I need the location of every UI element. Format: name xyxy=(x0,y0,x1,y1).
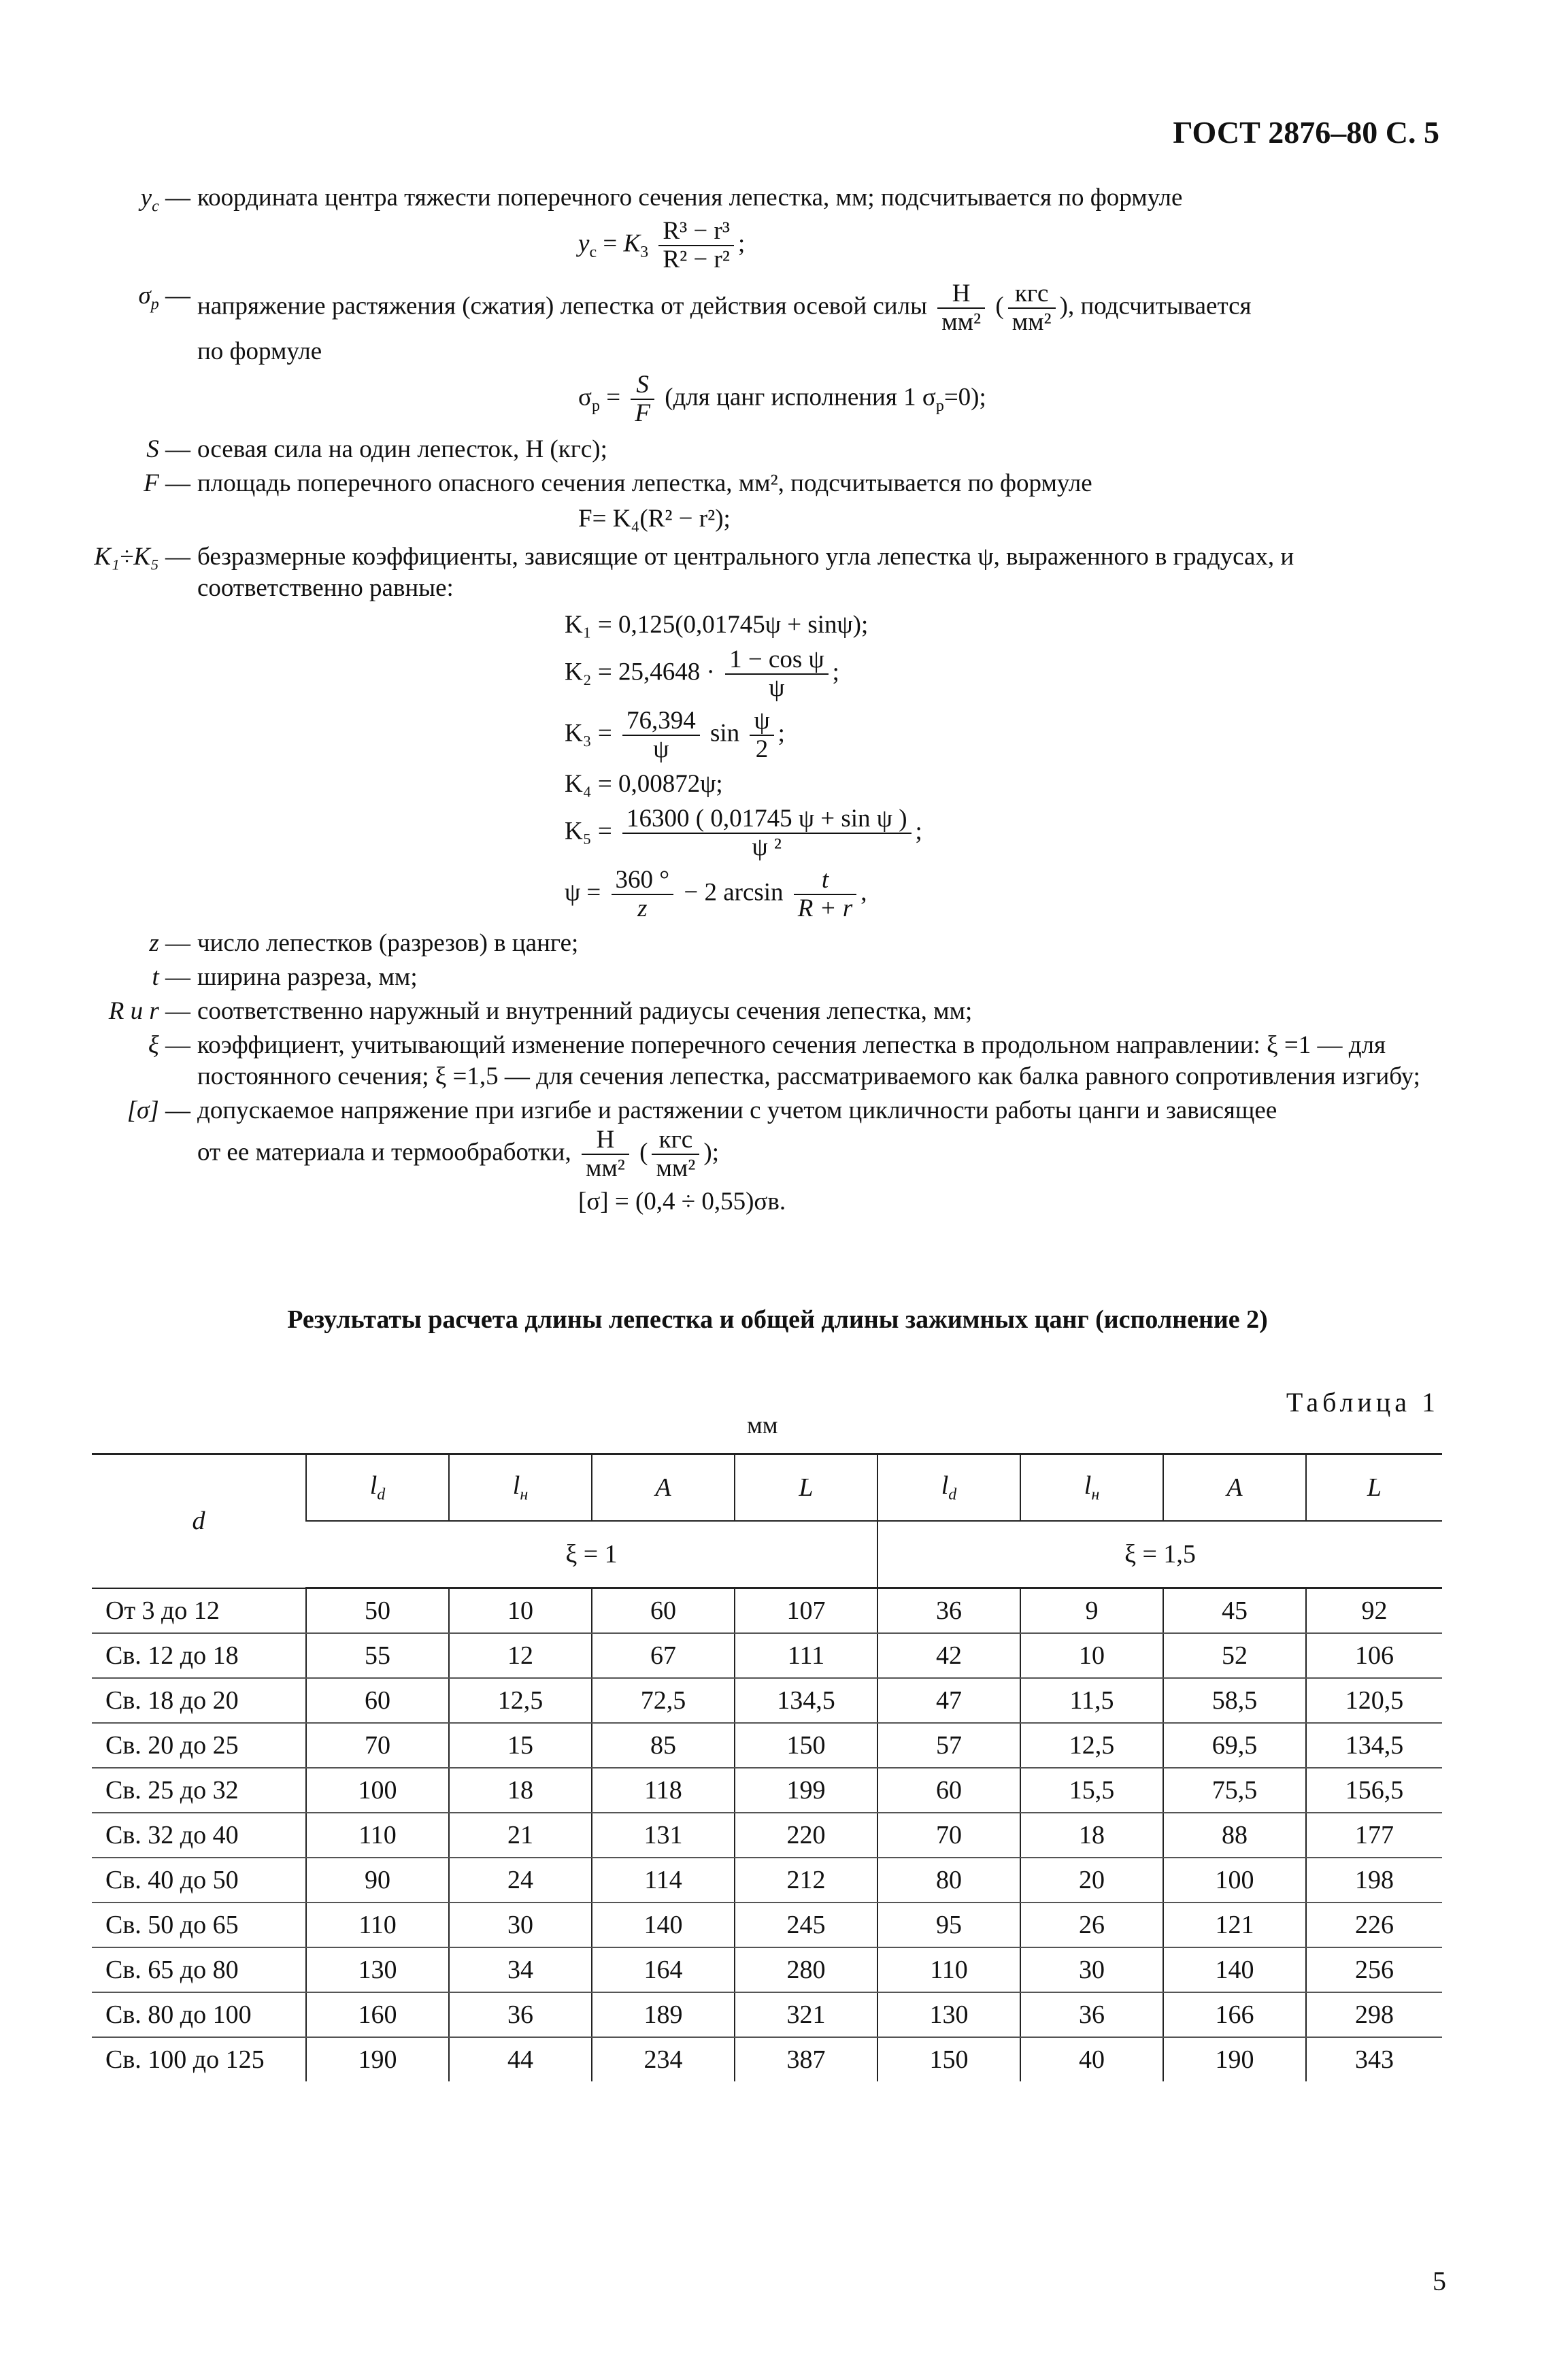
cell-d-range: Св. 50 до 65 xyxy=(92,1903,306,1947)
group-header-xi-1-5: ξ = 1,5 xyxy=(877,1521,1442,1588)
cell-l: 321 xyxy=(735,1992,877,2037)
definition-sigma-p: $\sigma_р$ — напряжение растяжения (сжатия) лепестка от действия осевой силы $\frac{Н}{\text{мм²}}$ ( $\frac{\text{кгс}}{\text{мм²}}$ ), подсчитывается по формуле xyxy=(138,280,1252,365)
cell-l-d: 57 xyxy=(877,1723,1020,1768)
col-header: $l_н$ xyxy=(449,1454,592,1522)
k-formulas xyxy=(565,609,1449,922)
col-header: $l_н$ xyxy=(1020,1454,1163,1522)
definition-R-r: R и r — соответственно наружный и внутренний радиусы сечения лепестка, мм; xyxy=(108,997,973,1025)
cell-a: 52 xyxy=(1163,1633,1306,1678)
cell-l: 245 xyxy=(735,1903,877,1947)
cell-d-range: Св. 18 до 20 xyxy=(92,1678,306,1723)
formula-K5: K₅ = $\frac{\text{16300 ( 0,01745 ψ + sin ψ )}}{\text{ψ ²}}$ ; xyxy=(565,805,922,861)
cell-l: 226 xyxy=(1306,1903,1442,1947)
table-row xyxy=(92,1588,1442,1634)
cell-l-н: 44 xyxy=(449,2037,592,2081)
cell-l-d: 55 xyxy=(306,1633,449,1678)
cell-l-н: 11,5 xyxy=(1020,1678,1163,1723)
formula-yc: $y_c = K_3$ $\frac{\text{R³ − r³}}{\text{R² − r²}}$ ; xyxy=(578,217,746,273)
cell-a: 190 xyxy=(1163,2037,1306,2081)
table-row xyxy=(92,1678,1442,1723)
cell-d-range: Св. 100 до 125 xyxy=(105,2045,265,2074)
col-header-d: d xyxy=(92,1454,306,1588)
cell-l: 343 xyxy=(1306,2037,1442,2081)
definition-t: t — ширина разреза, мм; xyxy=(152,963,418,991)
cell-a: 45 xyxy=(1163,1588,1306,1634)
cell-l: 256 xyxy=(1306,1947,1442,1992)
cell-l-н: 12,5 xyxy=(1020,1723,1163,1768)
cell-l-н: 36 xyxy=(449,1992,592,2037)
cell-a: 75,5 xyxy=(1163,1768,1306,1813)
cell-l-н: 21 xyxy=(449,1813,592,1858)
formula-K4: K₄ = 0,00872ψ; xyxy=(565,770,723,798)
cell-l: 212 xyxy=(735,1858,877,1903)
cell-a: 164 xyxy=(592,1947,735,1992)
table-row xyxy=(92,1992,1442,2037)
cell-l-н: 10 xyxy=(1020,1633,1163,1678)
cell-a: 58,5 xyxy=(1163,1678,1306,1723)
cell-l: 107 xyxy=(735,1588,877,1634)
definition-S: S — осевая сила на один лепесток, Н (кгс); xyxy=(146,435,607,463)
cell-l: 198 xyxy=(1306,1858,1442,1903)
cell-a: 234 xyxy=(592,2037,735,2081)
cell-l: 280 xyxy=(735,1947,877,1992)
table-body xyxy=(92,1588,1442,2082)
cell-a: 69,5 xyxy=(1163,1723,1306,1768)
formula-K3: K₃ = $\frac{76,394}{\psi}$ sin $\frac{\psi}{2}$ ; xyxy=(565,707,785,763)
cell-l: 134,5 xyxy=(735,1678,877,1723)
table-units: мм xyxy=(747,1411,778,1439)
cell-l: 199 xyxy=(735,1768,877,1813)
table-title: Результаты расчета длины лепестка и общей длины зажимных цанг (исполнение 2) xyxy=(287,1305,1268,1334)
cell-l: 177 xyxy=(1306,1813,1442,1858)
cell-l-d: 90 xyxy=(306,1858,449,1903)
cell-l-d: 95 xyxy=(877,1903,1020,1947)
cell-l-d: 110 xyxy=(306,1813,449,1858)
table-row xyxy=(92,1947,1442,1992)
cell-l: 92 xyxy=(1306,1588,1442,1634)
results-table xyxy=(92,1453,1442,2081)
col-header: $l_d$ xyxy=(877,1454,1020,1522)
col-header: L xyxy=(1306,1454,1442,1522)
cell-a: 189 xyxy=(592,1992,735,2037)
definition-xi: ξ — коэффициент, учитывающий изменение поперечного сечения лепестка в продольном направлении: ξ =1 — для постоянного сечения; ξ =1,5 — для сечения лепестка, рассматриваемого как балка равного сопротивления изгибу; xyxy=(148,1031,1420,1090)
cell-l-н: 9 xyxy=(1020,1588,1163,1634)
cell-a: 67 xyxy=(592,1633,735,1678)
cell-d-range: Св. 12 до 18 xyxy=(92,1633,306,1678)
definition-F: F — площадь поперечного опасного сечения лепестка, мм², подсчитывается по формуле xyxy=(144,469,1092,497)
table-label: Таблица 1 xyxy=(1286,1387,1439,1418)
cell-l-н: 18 xyxy=(1020,1813,1163,1858)
cell-a: 121 xyxy=(1163,1903,1306,1947)
definition-yc: $y_c$ — координата центра тяжести поперечного сечения лепестка, мм; подсчитывается по формуле xyxy=(140,184,1183,216)
table-row xyxy=(92,1633,1442,1678)
cell-d-range: Св. 80 до 100 xyxy=(92,1992,306,2037)
cell-l-d: 36 xyxy=(877,1588,1020,1634)
cell-l-d: 47 xyxy=(877,1678,1020,1723)
formula-sigma: [σ] = (0,4 ÷ 0,55)σв. xyxy=(578,1188,786,1216)
cell-l-d: 70 xyxy=(877,1813,1020,1858)
cell-l-н: 12 xyxy=(449,1633,592,1678)
cell-d-range: Св. 65 до 80 xyxy=(92,1947,306,1992)
cell-l-d: 42 xyxy=(877,1633,1020,1678)
cell-l-н: 26 xyxy=(1020,1903,1163,1947)
cell-a: 88 xyxy=(1163,1813,1306,1858)
col-header: A xyxy=(592,1454,735,1522)
definitions-block xyxy=(88,182,1449,1224)
col-header: A xyxy=(1163,1454,1306,1522)
cell-d-range: Св. 25 до 32 xyxy=(92,1768,306,1813)
formula-F: F= K₄(R² − r²); xyxy=(578,505,731,533)
cell-l-d: 110 xyxy=(877,1947,1020,1992)
cell-d-range: Св. 32 до 40 xyxy=(92,1813,306,1858)
cell-l: 150 xyxy=(735,1723,877,1768)
cell-l-н: 34 xyxy=(449,1947,592,1992)
cell-l-d: 190 xyxy=(306,2037,449,2081)
cell-l-н: 12,5 xyxy=(449,1678,592,1723)
cell-a: 118 xyxy=(592,1768,735,1813)
cell-a: 60 xyxy=(592,1588,735,1634)
cell-d-range: От 3 до 12 xyxy=(92,1588,306,1634)
cell-l-н: 40 xyxy=(1020,2037,1163,2081)
table-row xyxy=(92,1903,1442,1947)
cell-l-d: 60 xyxy=(306,1678,449,1723)
cell-l-н: 20 xyxy=(1020,1858,1163,1903)
cell-a: 131 xyxy=(592,1813,735,1858)
cell-l: 220 xyxy=(735,1813,877,1858)
page-header: ГОСТ 2876–80 С. 5 xyxy=(1173,115,1439,150)
cell-l: 156,5 xyxy=(1306,1768,1442,1813)
cell-l-н: 36 xyxy=(1020,1992,1163,2037)
table-row xyxy=(92,1858,1442,1903)
cell-a: 100 xyxy=(1163,1858,1306,1903)
formula-K1: K₁ = 0,125(0,01745ψ + sinψ); xyxy=(565,611,869,639)
cell-a: 166 xyxy=(1163,1992,1306,2037)
cell-l: 134,5 xyxy=(1306,1723,1442,1768)
definition-K: K₁÷K₅ — безразмерные коэффициенты, зависящие от центрального угла лепестка ψ, выраженного в градусах, и соответственно равные: xyxy=(94,543,1294,602)
definition-z: z — число лепестков (разрезов) в цанге; xyxy=(149,929,579,957)
cell-l: 120,5 xyxy=(1306,1678,1442,1723)
cell-l: 387 xyxy=(735,2037,877,2081)
cell-l-н: 10 xyxy=(449,1588,592,1634)
cell-a: 114 xyxy=(592,1858,735,1903)
cell-l: 106 xyxy=(1306,1633,1442,1678)
cell-l-d: 80 xyxy=(877,1858,1020,1903)
cell-a: 140 xyxy=(1163,1947,1306,1992)
cell-l-н: 18 xyxy=(449,1768,592,1813)
cell-l-d: 150 xyxy=(877,2037,1020,2081)
table-row xyxy=(92,1723,1442,1768)
definition-sigma: [σ] — допускаемое напряжение при изгибе и растяжении с учетом цикличности работы цанги и зависящее от ее материала и термообработки, $\frac{Н}{\text{мм²}}$ ( $\frac{\text{кгс}}{\text{мм²}}$ ); xyxy=(127,1096,1277,1182)
page-number: 5 xyxy=(1433,2266,1446,2296)
cell-l-d: 130 xyxy=(306,1947,449,1992)
cell-d-range: Св. 40 до 50 xyxy=(92,1858,306,1903)
cell-d-range: Св. 20 до 25 xyxy=(92,1723,306,1768)
cell-l-d: 160 xyxy=(306,1992,449,2037)
cell-a: 140 xyxy=(592,1903,735,1947)
formula-psi: ψ = $\frac{360 ^\circ}{z}$ − 2 arcsin $\frac{t}{R + r}$ , xyxy=(565,866,867,922)
cell-l-н: 30 xyxy=(449,1903,592,1947)
table-row xyxy=(92,1813,1442,1858)
cell-l-d: 50 xyxy=(306,1588,449,1634)
cell-l-d: 130 xyxy=(877,1992,1020,2037)
table-row xyxy=(92,1768,1442,1813)
cell-l-н: 15 xyxy=(449,1723,592,1768)
cell-l: 298 xyxy=(1306,1992,1442,2037)
cell-a: 85 xyxy=(592,1723,735,1768)
formula-sigma-p: $\sigma_р$ = $\frac{S}{F}$ (для цанг исполнения 1 $\sigma_р=0$); xyxy=(578,371,986,427)
cell-l-н: 15,5 xyxy=(1020,1768,1163,1813)
table-row xyxy=(92,2037,1442,2081)
cell-l-d: 70 xyxy=(306,1723,449,1768)
cell-l-d: 60 xyxy=(877,1768,1020,1813)
cell-l-d: 110 xyxy=(306,1903,449,1947)
cell-l-н: 24 xyxy=(449,1858,592,1903)
formula-K2: K₂ = 25,4648 · $\frac{\text{1 − cos ψ}}{\psi}$ ; xyxy=(565,646,839,702)
cell-l: 111 xyxy=(735,1633,877,1678)
cell-l-d: 100 xyxy=(306,1768,449,1813)
cell-a: 72,5 xyxy=(592,1678,735,1723)
col-header: L xyxy=(735,1454,877,1522)
cell-l-н: 30 xyxy=(1020,1947,1163,1992)
group-header-xi-1: ξ = 1 xyxy=(306,1521,877,1588)
col-header: $l_d$ xyxy=(306,1454,449,1522)
